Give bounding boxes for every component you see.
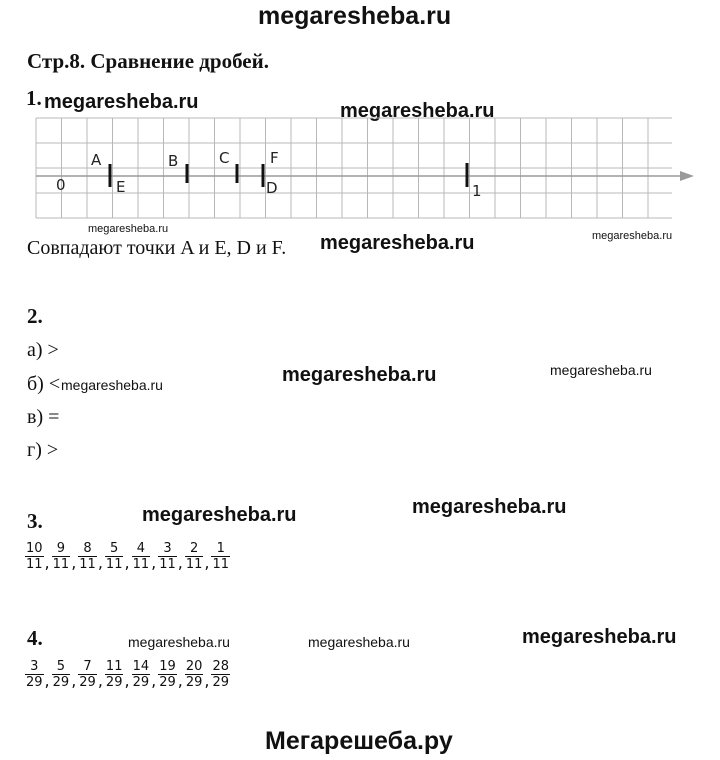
comma-separator: ,: [44, 553, 50, 572]
watermark-task1-left: megaresheba.ru: [44, 91, 199, 113]
numerator: 4: [136, 541, 145, 556]
task4-number: 4.: [27, 626, 43, 650]
watermark-task3-left: megaresheba.ru: [142, 504, 297, 526]
task4-fraction: [78, 659, 97, 690]
task3-number: 3.: [27, 509, 43, 533]
label-F: F: [270, 149, 279, 167]
comma-separator: ,: [151, 553, 157, 572]
task4-fraction: [158, 659, 177, 690]
numerator: 2: [189, 541, 199, 556]
task2-item-a: а) >: [27, 339, 59, 361]
task2-item-g: г) >: [27, 439, 59, 461]
comma-separator: ,: [204, 553, 210, 572]
watermark-task2-mid: megaresheba.ru: [282, 364, 437, 386]
watermark-task1-mid: megaresheba.ru: [340, 100, 495, 122]
task4-fraction: [52, 659, 71, 690]
numerator: 3: [30, 659, 39, 674]
numerator: 11: [105, 659, 123, 674]
watermark-task4-right: megaresheba.ru: [522, 626, 677, 648]
comma-separator: ,: [177, 553, 183, 572]
watermark-task2-b: megaresheba.ru: [61, 377, 163, 393]
denominator: 29: [185, 675, 203, 690]
numerator: 3: [163, 541, 172, 556]
watermark-task2-right: megaresheba.ru: [550, 362, 652, 378]
watermark-task3-right: megaresheba.ru: [412, 496, 567, 518]
label-C: C: [219, 149, 230, 167]
denominator: 11: [185, 557, 203, 572]
numerator: 8: [83, 541, 92, 556]
label-A: A: [91, 151, 102, 169]
denominator: 29: [159, 675, 176, 690]
task3-fraction: [158, 541, 177, 572]
task4-fraction: [211, 659, 230, 690]
denominator: 11: [212, 557, 230, 572]
watermark-task4-mid: megaresheba.ru: [308, 634, 410, 650]
task3-fraction: [52, 541, 71, 572]
task3-fraction: [105, 541, 124, 572]
comma-separator: ,: [177, 671, 183, 690]
task2-number: 2.: [27, 304, 43, 328]
numerator: 5: [110, 541, 119, 556]
task3-fraction: [132, 541, 151, 572]
numerator: 1: [216, 541, 225, 556]
watermark-task1-under: megaresheba.ru: [88, 223, 169, 235]
denominator: 11: [105, 557, 123, 572]
comma-separator: ,: [44, 671, 50, 690]
task4-fraction: [132, 659, 151, 690]
watermark-task4-left: megaresheba.ru: [128, 634, 230, 650]
denominator: 29: [52, 675, 70, 690]
watermark-task1-tiny: megaresheba.ru: [592, 230, 673, 242]
denominator: 11: [52, 557, 70, 572]
denominator: 11: [132, 557, 150, 572]
numerator: 7: [83, 659, 92, 674]
page-title: Стр.8. Сравнение дробей.: [27, 49, 269, 73]
task3-fraction: [78, 541, 97, 572]
numerator: 19: [159, 659, 176, 674]
label-D: D: [266, 179, 278, 197]
label-zero: 0: [56, 176, 66, 194]
denominator: 29: [105, 675, 123, 690]
comma-separator: ,: [71, 671, 77, 690]
task3-fraction: [211, 541, 230, 572]
task1-number: 1.: [26, 86, 42, 110]
label-B: B: [168, 152, 179, 170]
numerator: 14: [132, 659, 150, 674]
task4-fraction: [105, 659, 124, 690]
comma-separator: ,: [97, 553, 103, 572]
task2-item-v: в) =: [27, 406, 60, 428]
task4-fraction-list: [25, 659, 230, 690]
denominator: 11: [159, 557, 176, 572]
watermark-top: megaresheba.ru: [258, 2, 452, 30]
numerator: 5: [56, 659, 66, 674]
label-E: E: [116, 178, 126, 196]
task4-fraction: [25, 659, 44, 690]
denominator: 29: [79, 675, 96, 690]
task1-answer: Совпадают точки A и E, D и F.: [27, 237, 287, 259]
axis-arrow-icon: [680, 171, 694, 181]
comma-separator: ,: [151, 671, 157, 690]
comma-separator: ,: [124, 671, 130, 690]
denominator: 11: [26, 557, 43, 572]
denominator: 29: [132, 675, 150, 690]
task3-fraction: [185, 541, 204, 572]
numerator: 9: [56, 541, 66, 556]
task2-item-b: б) <: [27, 373, 61, 395]
task3-fraction-list: [25, 541, 230, 572]
denominator: 11: [79, 557, 96, 572]
comma-separator: ,: [204, 671, 210, 690]
denominator: 29: [212, 675, 230, 690]
comma-separator: ,: [71, 553, 77, 572]
denominator: 29: [26, 675, 43, 690]
numerator: 20: [185, 659, 203, 674]
numerator: 28: [212, 659, 230, 674]
comma-separator: ,: [124, 553, 130, 572]
watermark-task1-right: megaresheba.ru: [320, 232, 475, 254]
watermark-bottom: Мегарешеба.ру: [265, 727, 453, 755]
label-one: 1: [472, 182, 482, 200]
numerator: 10: [26, 541, 43, 556]
task3-fraction: [25, 541, 44, 572]
comma-separator: ,: [97, 671, 103, 690]
task4-fraction: [185, 659, 204, 690]
